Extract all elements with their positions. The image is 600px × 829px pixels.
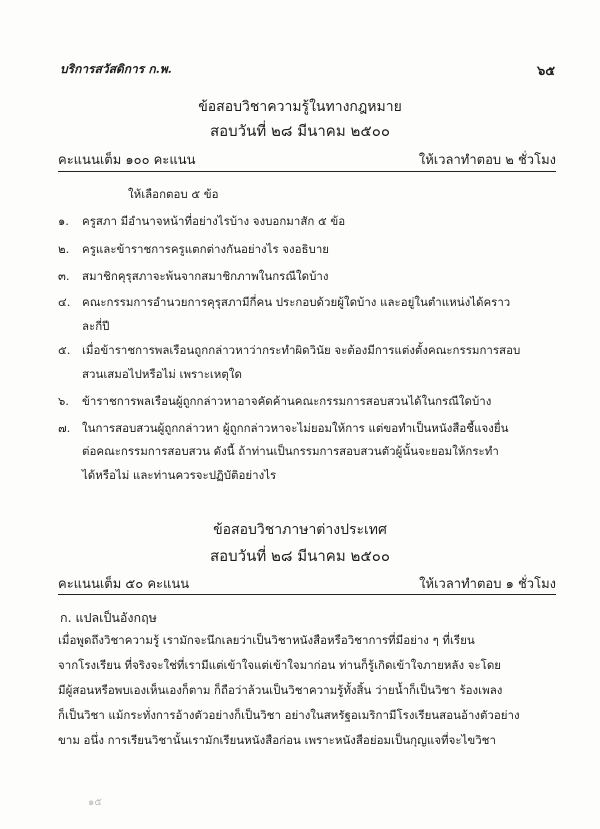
law-exam-date: สอบวันที่ ๒๘ มีนาคม ๒๕๐๐ [209,122,391,140]
passage-line: จากโรงเรียน ที่จริงจะใช่ที่เรามีแต่เข้าใจแต่เข้าใจมาก่อน ท่านก็รู้เกิดเข้าใจภายหลัง จะโดย [58,658,502,672]
question-text: สมาชิกคุรุสภาจะพ้นจากสมาชิกภาพในกรณีใดบ้าง [82,269,329,283]
question-text: ครูและข้าราชการครูแตกต่างกันอย่างไร จงอธิบาย [82,242,330,256]
law-exam-title: ข้อสอบวิชาความรู้ในทางกฎหมาย [198,99,402,115]
question-6 [58,393,491,411]
lang-time-limit: ให้เวลาทำตอบ ๑ ชั่วโมง [419,577,556,592]
passage-line: มีผู้สอนหรือพบเองเห็นเองก็ตาม ก็ถือว่าล้วนเป็นวิชาความรู้ทั้งสิ้น ว่ายน้ำก็เป็นวิชา ร้องเพลง [58,683,503,697]
question-1 [58,213,345,231]
question-text: ในการสอบสวนผู้ถูกกล่าวหา ผู้ถูกกล่าวหาจะไม่ยอมให้การ แต่ขอทำเป็นหนังสือชี้แจงยื่น [82,421,509,435]
passage-line: ก็เป็นวิชา แม้กระทั่งการอ้างตัวอย่างก็เป็นวิชา อย่างในสหรัฐอเมริกามีโรงเรียนสอนอ้างตัวอย่าง [58,708,520,722]
question-2 [58,241,329,259]
divider-line [58,594,556,595]
lang-full-score: คะแนนเต็ม ๕๐ คะแนน [58,577,190,592]
question-number: ๕. [58,343,71,357]
lang-exam-title: ข้อสอบวิชาภาษาต่างประเทศ [213,522,387,538]
lang-score-row [58,573,556,591]
translation-passage [58,628,556,753]
question-text: ข้าราชการพลเรือนผู้ถูกกล่าวหาอาจคัดค้านคณะกรรมการสอบสวนได้ในกรณีใดบ้าง [82,394,492,408]
lang-exam-date: สอบวันที่ ๒๘ มีนาคม ๒๕๐๐ [209,547,391,565]
question-7 [58,420,508,438]
law-time-limit: ให้เวลาทำตอบ ๒ ชั่วโมง [418,153,556,168]
question-7-continued: ได้หรือไม่ และท่านควรจะปฏิบัติอย่างไร [82,468,277,482]
law-full-score: คะแนนเต็ม ๑๐๐ คะแนน [58,153,196,168]
question-number: ๔. [58,295,71,309]
passage-line: ขาม อนึ่ง การเรียนวิชานั้นเรามักเรียนหนังสือก่อน เพราะหนังสือย่อมเป็นกุญแจที่จะไขวิชา [58,733,496,747]
divider-line [58,171,556,172]
question-number: ๗. [58,421,71,435]
question-text: เมื่อข้าราชการพลเรือนถูกกล่าวหาว่ากระทำผิดวินัย จะต้องมีการแต่งตั้งคณะกรรมการสอบ [82,343,521,357]
question-number: ๖. [58,394,69,408]
question-3 [58,268,328,286]
page-number: ๖๕ [537,64,556,79]
law-score-row [58,149,556,167]
faint-bleed-through-mark: ๑๕ [88,797,102,808]
law-instruction: ให้เลือกตอบ ๕ ข้อ [128,187,219,201]
question-5-continued: สวนเสมอไปหรือไม่ เพราะเหตุใด [82,367,242,381]
question-text: คณะกรรมการอำนวยการคุรุสภามีกี่คน ประกอบด้วยผู้ใดบ้าง และอยู่ในตำแหน่งได้คราว [82,295,511,309]
section-a-heading: ก. แปลเป็นอังกฤษ [60,610,157,625]
passage-line: เมื่อพูดถึงวิชาความรู้ เรามักจะนึกเลยว่าเป็นวิชาหนังสือหรือวิชาการที่มีอย่าง ๆ ที่เรียน [58,633,475,647]
question-text: ครูสภา มีอำนาจหน้าที่อย่างไรบ้าง จงบอกมาสัก ๕ ข้อ [82,214,346,228]
question-5 [58,342,520,360]
question-7-continued: ต่อคณะกรรมการสอบสวน ดังนี้ ถ้าท่านเป็นกรรมการสอบสวนตัวผู้นั้นจะยอมให้กระทำ [82,444,499,458]
running-header: บริการสวัสดิการ ก.พ. [60,62,172,76]
question-4 [58,294,510,312]
question-number: ๒. [58,242,70,256]
question-4-continued: ละกี่ปี [82,319,110,333]
question-number: ๓. [58,269,70,283]
question-number: ๑. [58,214,69,228]
